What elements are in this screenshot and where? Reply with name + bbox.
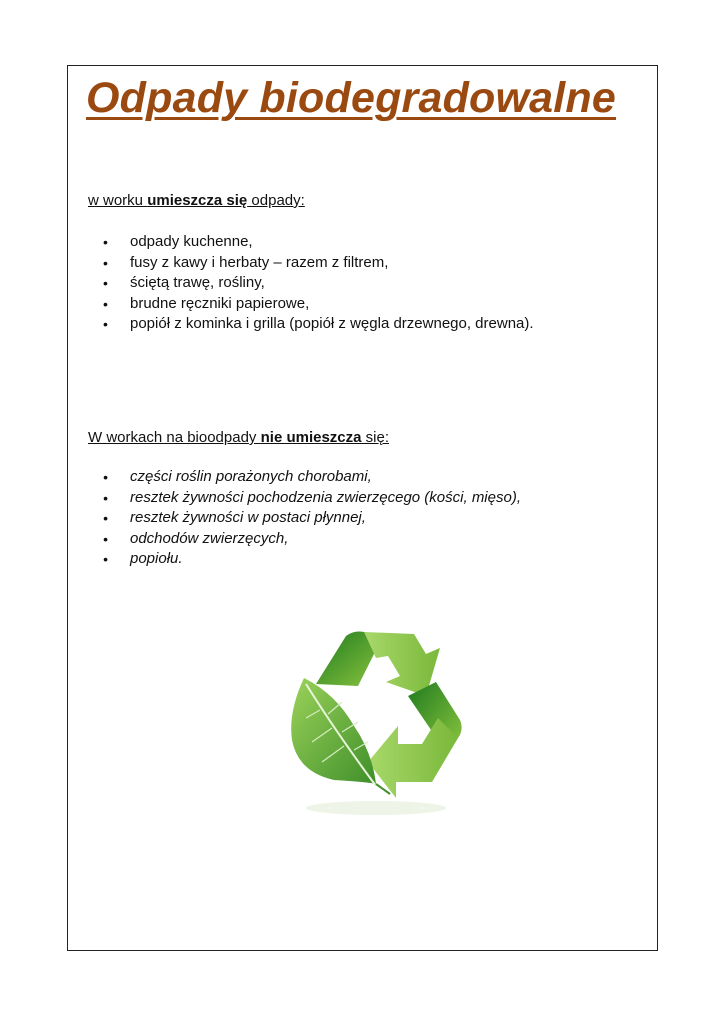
forbidden-intro-prefix: W workach na bioodpady (88, 429, 261, 446)
allowed-intro (88, 192, 305, 209)
list-item: • popiołu. (88, 549, 521, 570)
list-item: • odchodów zwierzęcych, (88, 529, 521, 550)
list-item: • brudne ręczniki papierowe, (88, 294, 534, 315)
list-item: • części roślin porażonych chorobami, (88, 467, 521, 488)
recycle-arrow-bottom (368, 718, 458, 798)
list-item: • resztek żywności pochodzenia zwierzęcego (kości, mięso), (88, 488, 521, 509)
list-item: • resztek żywności w postaci płynnej, (88, 508, 521, 529)
allowed-intro-suffix: odpady: (247, 192, 305, 209)
recycle-leaf-icon (276, 622, 474, 822)
forbidden-intro-suffix: się: (361, 429, 390, 446)
page-title: Odpady biodegradowalne (86, 74, 617, 122)
allowed-list (88, 232, 534, 335)
list-item: • ściętą trawę, rośliny, (88, 273, 534, 294)
forbidden-intro-bold: nie umieszcza (260, 429, 362, 446)
forbidden-intro (88, 429, 389, 446)
logo-reflection (306, 801, 446, 815)
list-item: • popiół z kominka i grilla (popiół z węgla drzewnego, drewna). (88, 314, 534, 335)
forbidden-list (88, 467, 521, 570)
allowed-intro-prefix: w worku (88, 192, 148, 209)
list-item: • odpady kuchenne, (88, 232, 534, 253)
list-item: • fusy z kawy i herbaty – razem z filtrem, (88, 253, 534, 274)
allowed-intro-bold: umieszcza się (147, 192, 248, 209)
